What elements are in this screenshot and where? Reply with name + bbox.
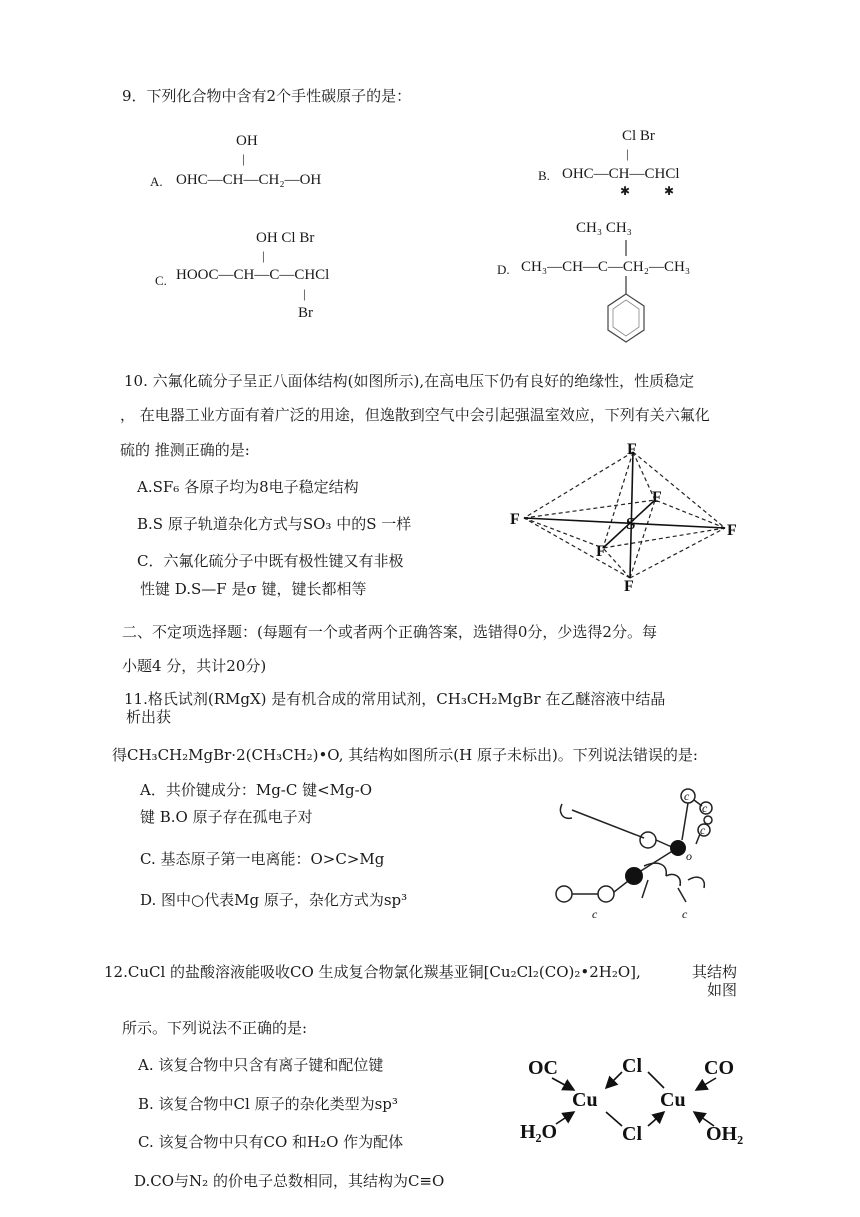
coordinate-bond-arrow <box>556 1112 574 1124</box>
atom-c-label: c <box>700 823 706 837</box>
f-atom-left: F <box>510 511 520 528</box>
atom-circle <box>556 886 572 902</box>
question-10-line1: 10. 六氟化硫分子呈正八面体结构(如图所示),在高电压下仍有良好的绝缘性，性质稳定 <box>124 372 695 390</box>
question-10-option-c-d: 性键 D.S—F 是σ 键，键长都相等 <box>140 580 367 598</box>
cl-br-label: Cl Br <box>622 128 655 144</box>
bond-line <box>524 518 603 548</box>
bond-line <box>633 452 725 528</box>
question-10-line3: 硫的 推测正确的是: <box>120 441 250 459</box>
option-b-label: B. <box>538 168 550 183</box>
bond-line: | <box>242 151 245 166</box>
question-9-stem: 9．下列化合物中含有2个手性碳原子的是： <box>122 87 412 105</box>
coordinate-bond-arrow <box>648 1112 664 1126</box>
fragment-c-curve <box>560 804 572 818</box>
bond-line <box>572 810 644 838</box>
bond-line <box>636 850 674 874</box>
br-bottom-label: Br <box>298 305 313 321</box>
atom-circle <box>640 832 656 848</box>
option-a-chain: OHC—CH—CH₂—OH <box>176 172 322 188</box>
f-atom-top: F <box>627 441 637 458</box>
atom-circle <box>598 886 614 902</box>
bond-line <box>682 803 688 840</box>
option-a-label: A. <box>150 174 163 189</box>
atom-c-label: c <box>702 801 708 815</box>
f-atom-front: F <box>596 543 606 560</box>
bond-line <box>606 1112 622 1126</box>
bond-line <box>642 880 648 898</box>
question-10-line2: ， 在电器工业方面有着广泛的用途，但逸散到空气中会引起强温室效应，下列有关六氟化 <box>120 406 710 424</box>
benzene-inner-ring <box>613 300 639 336</box>
question-12-line2: 所示。下列说法不正确的是: <box>122 1019 308 1037</box>
cl-bridge-top-label: Cl <box>622 1055 642 1077</box>
f-atom-back: F <box>652 489 662 506</box>
bond-line <box>603 548 630 578</box>
bond-line <box>694 800 702 806</box>
bond-line <box>524 452 633 518</box>
f-atom-bottom: F <box>624 578 634 595</box>
question-12-option-b: B. 该复合物中Cl 原子的杂化类型为sp³ <box>138 1095 398 1113</box>
question-12-line1-end2: 如图 <box>707 981 738 999</box>
sf6-octahedron-figure <box>500 436 750 596</box>
atom-c-label: c <box>684 789 690 803</box>
bond-line <box>524 518 630 578</box>
question-11-line1b: 析出获 <box>126 708 172 726</box>
question-12-option-a: A. 该复合物中只含有离子键和配位键 <box>138 1056 384 1074</box>
question-12-line1: 12.CuCl 的盐酸溶液能吸收CO 生成复合物氯化羰基亚铜[Cu₂Cl₂(CO)₂•2H₂O], <box>104 963 641 981</box>
bond-line: | <box>626 146 629 161</box>
atom-filled <box>625 867 643 885</box>
question-12-option-d: D.CO与N₂ 的价电子总数相同，其结构为C≡O <box>134 1172 445 1190</box>
option-c-label: C. <box>155 273 167 288</box>
cu-left-label: Cu <box>572 1089 598 1111</box>
atom-filled <box>670 840 686 856</box>
bond-line <box>524 518 725 528</box>
section-2-line1: 二、不定项选择题：(每题有一个或者两个正确答案，选错得0分，少选得2分。每 <box>122 623 657 641</box>
copper-complex-structure-figure <box>518 1050 758 1150</box>
benzene-ring-figure <box>600 236 660 348</box>
bond-line <box>648 1072 664 1088</box>
question-11-line1: 11.格氏试剂(RMgX) 是有机合成的常用试剂，CH₃CH₂MgBr 在乙醚溶液中结晶 <box>124 690 666 708</box>
question-12-line1-end: 其结构 <box>692 963 738 981</box>
h2o-ligand-label: H₂O <box>520 1121 558 1143</box>
ch3-ch3-label: CH₃ CH₃ <box>576 220 632 236</box>
question-10-option-a: A.SF₆ 各原子均为8电子稳定结构 <box>137 478 359 496</box>
oh-label: OH <box>236 133 258 149</box>
chiral-star: ✱ <box>620 184 631 198</box>
atom-o-label: o <box>686 849 692 863</box>
fragment-curve <box>666 874 680 886</box>
question-11-option-d: D. 图中○代表Mg 原子，杂化方式为sp³ <box>140 891 408 909</box>
option-d-label: D. <box>497 262 510 277</box>
option-b-chain: OHC—CH—CHCl <box>562 166 680 182</box>
atom-c-label: c <box>592 907 598 921</box>
bond-line: | <box>262 248 265 263</box>
section-2-line2: 小题4 分，共计20分) <box>122 657 267 675</box>
question-10-option-c: C．六氟化硫分子中既有极性键又有非极 <box>137 552 404 570</box>
question-11-option-a-b: 键 B.O 原子存在孤电子对 <box>140 808 313 826</box>
f-atom-right: F <box>727 522 737 539</box>
coordinate-bond-arrow <box>552 1078 574 1090</box>
question-10-option-b: B.S 原子轨道杂化方式与SO₃ 中的S 一样 <box>137 515 412 533</box>
bond-line <box>655 500 725 528</box>
oc-ligand-label: OC <box>528 1057 558 1079</box>
coordinate-bond-arrow <box>606 1072 622 1088</box>
question-11-line2: 得CH₃CH₂MgBr·2(CH₃CH₂)•O, 其结构如图所示(H 原子未标出)。下列说法错误的是: <box>112 746 698 764</box>
option-c-chain: HOOC—CH—C—CHCl <box>176 267 330 283</box>
coordinate-bond-arrow <box>694 1112 714 1126</box>
oh2-ligand-label: OH₂ <box>706 1123 744 1145</box>
coordinate-bond-arrow <box>696 1078 716 1090</box>
s-atom-center: S <box>626 514 636 533</box>
oh-cl-br-label: OH Cl Br <box>256 230 315 246</box>
option-d-chain: CH₃—CH—C—CH₂—CH₃ <box>521 259 691 275</box>
chiral-star: ✱ <box>664 184 675 198</box>
grignard-structure-figure <box>548 768 728 924</box>
benzene-ring <box>608 294 644 342</box>
bond-line: | <box>303 286 306 301</box>
cu-right-label: Cu <box>660 1089 686 1111</box>
atom-c-label: c <box>682 907 688 921</box>
fragment-curve <box>644 863 666 876</box>
co-ligand-label: CO <box>704 1057 734 1079</box>
fragment-curve <box>688 877 704 888</box>
question-12-option-c: C. 该复合物中只有CO 和H₂O 作为配体 <box>138 1133 404 1151</box>
question-11-option-c: C. 基态原子第一电离能：O>C>Mg <box>140 850 385 868</box>
bond-line <box>678 888 686 902</box>
question-11-option-a: A．共价键成分：Mg-C 键<Mg-O <box>140 781 373 799</box>
cl-bridge-bottom-label: Cl <box>622 1123 642 1145</box>
